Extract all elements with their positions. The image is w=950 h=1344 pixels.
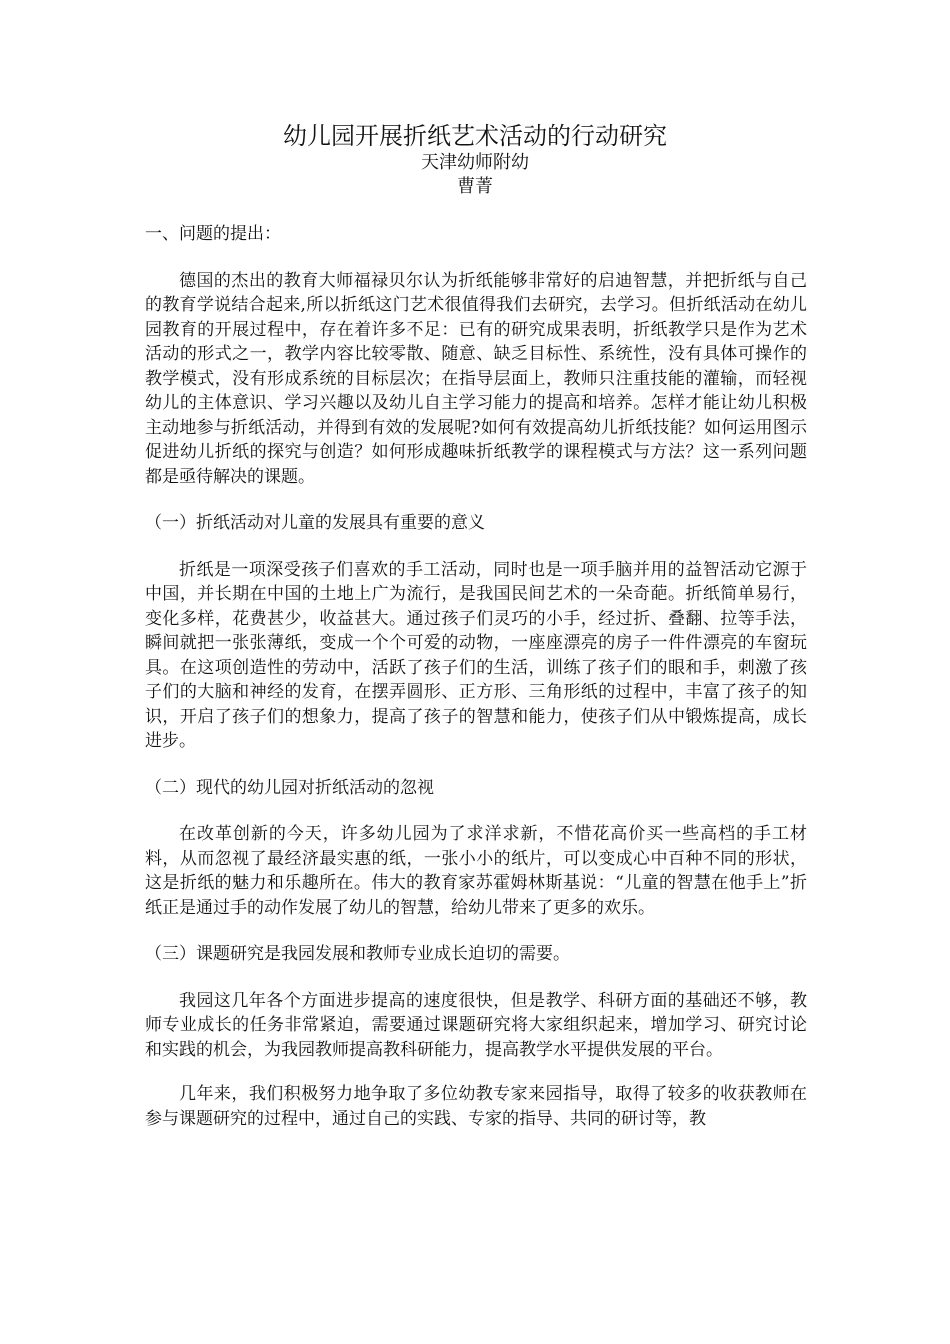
document-title: 幼儿园开展折纸艺术活动的行动研究 <box>283 122 667 150</box>
section-heading-neglect: （二）现代的幼儿园对折纸活动的忽视 <box>145 777 434 798</box>
paragraph: 折纸是一项深受孩子们喜欢的手工活动，同时也是一项手脑并用的益智活动它源于中国，并长期在中国的土地上广为流行，是我国民间艺术的一朵奇葩。折纸简单易行，变化多样，花费甚少，收益甚大。通过孩子们灵巧的小手，经过折、叠翻、拉等手法，瞬间就把一张张薄纸，变成一个个可爱的动物，一座座漂亮的房子一件件漂亮的车窗玩具。在这项创造性的劳动中，活跃了孩子们的生活，训练了孩子们的眼和手，刺激了孩子们的大脑和神经的发育，在摆弄圆形、正方形、三角形纸的过程中，丰富了孩子的知识，开启了孩子们的想象力，提高了孩子的智慧和能力，使孩子们从中锻炼提高，成长进步。 <box>145 559 807 751</box>
paragraph: 几年来，我们积极努力地争取了多位幼教专家来园指导，取得了较多的收获教师在参与课题研究的过程中，通过自己的实践、专家的指导、共同的研讨等，教 <box>145 1084 807 1129</box>
author-name: 曹菁 <box>457 176 493 197</box>
section-heading-research-need: （三）课题研究是我园发展和教师专业成长迫切的需要。 <box>145 944 570 964</box>
paragraph: 德国的杰出的教育大师福禄贝尔认为折纸能够非常好的启迪智慧，并把折纸与自己的教育学说结合起来,所以折纸这门艺术很值得我们去研究，去学习。但折纸活动在幼儿园教育的开展过程中，存在着许多不足：已有的研究成果表明，折纸教学只是作为艺术活动的形式之一，教学内容比较零散、随意、缺乏目标性、系统性，没有具体可操作的教学模式，没有形成系统的目标层次；在指导层面上，教师只注重技能的灌输，而轻视幼儿的主体意识、学习兴趣以及幼儿自主学习能力的提高和培养。怎样才能让幼儿积极主动地参与折纸活动，并得到有效的发展呢?如何有效提高幼儿折纸技能？如何运用图示促进幼儿折纸的探究与创造？如何形成趣味折纸教学的课程模式与方法？这一系列问题都是亟待解决的课题。 <box>145 270 807 487</box>
document-header <box>0 121 950 199</box>
institution-name: 天津幼师附幼 <box>421 152 529 173</box>
document-body <box>145 222 807 1131</box>
paragraph: 我园这几年各个方面进步提高的速度很快，但是教学、科研方面的基础还不够，教师专业成长的任务非常紧迫，需要通过课题研究将大家组织起来，增加学习、研究讨论和实践的机会，为我园教师提高教科研能力，提高教学水平提供发展的平台。 <box>145 990 807 1060</box>
section-heading-significance: （一）折纸活动对儿童的发展具有重要的意义 <box>145 513 485 533</box>
section-heading-problem: 一、问题的提出： <box>145 224 281 244</box>
paragraph: 在改革创新的今天，许多幼儿园为了求洋求新，不惜花高价买一些高档的手工材料，从而忽视了最经济最实惠的纸，一张小小的纸片，可以变成心中百种不同的形状，这是折纸的魅力和乐趣所在。伟大的教育家苏霍姆林斯基说：“儿童的智慧在他手上”折纸正是通过手的动作发展了幼儿的智慧，给幼儿带来了更多的欢乐。 <box>145 824 807 918</box>
